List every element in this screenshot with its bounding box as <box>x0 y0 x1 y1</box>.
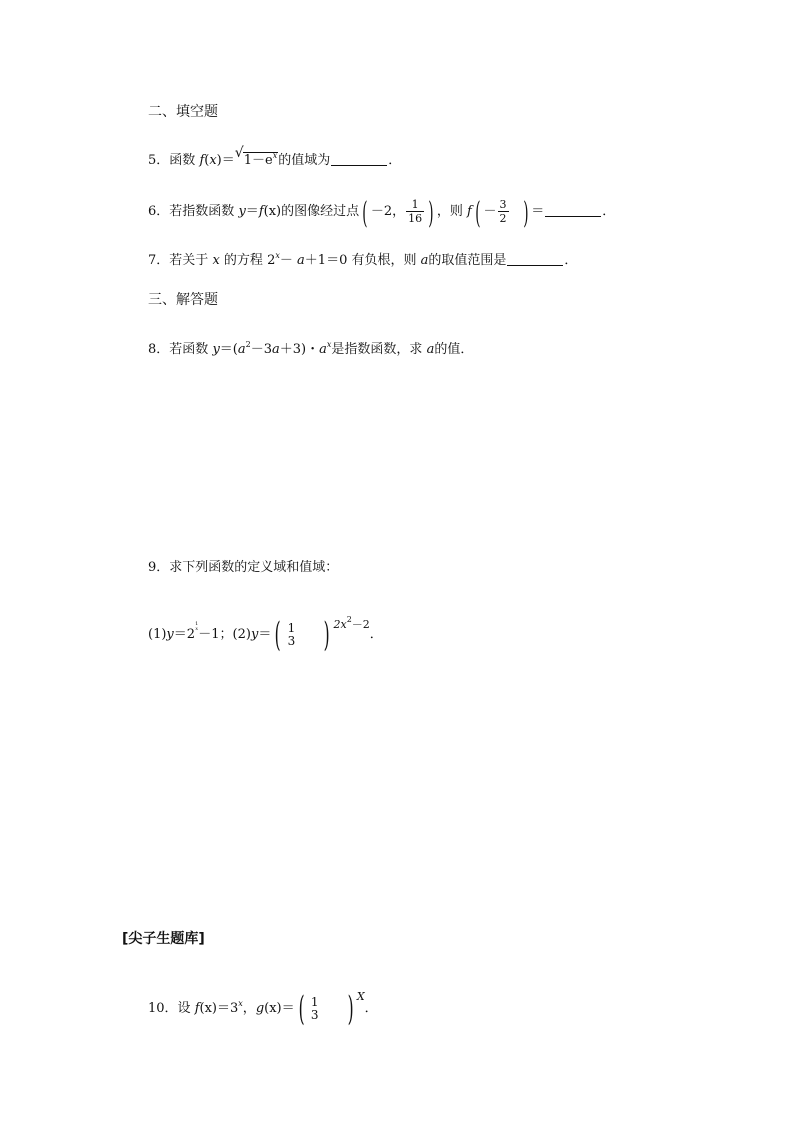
math-x: x <box>209 153 217 168</box>
math-term: －1； <box>198 627 233 642</box>
exponent-tail: －2 <box>351 618 370 631</box>
question-9 <box>148 560 338 576</box>
fraction-denominator: x <box>195 626 199 632</box>
math-term: ＋3)・ <box>279 342 320 357</box>
question-text: 设 <box>177 1001 191 1016</box>
math-minus: － <box>483 204 497 219</box>
math-x: x <box>212 253 220 268</box>
exponent: x <box>275 251 280 260</box>
question-text: 若指数函数 <box>169 204 235 219</box>
exponent-term: 2x <box>333 618 347 631</box>
section-heading-fill-in: 二、填空题 <box>148 104 218 120</box>
answer-blank[interactable] <box>331 153 387 166</box>
right-paren: ) <box>522 196 529 231</box>
math-args: (x) <box>199 1001 217 1016</box>
math-a: a <box>426 342 435 357</box>
right-paren: ) <box>323 615 330 655</box>
left-paren: ( <box>475 196 481 231</box>
math-eq: ＝ <box>281 1001 295 1016</box>
part-label: (1) <box>148 627 167 642</box>
math-eq: ＝ <box>221 153 235 168</box>
math-y: y <box>238 204 246 219</box>
fraction-denominator: 16 <box>408 212 423 225</box>
math-f: f <box>194 1001 200 1016</box>
part-label: (2) <box>232 627 251 642</box>
exponent: X <box>356 990 365 1003</box>
radical-sign: √ <box>234 145 244 161</box>
question-number: 9． <box>148 560 170 575</box>
math-y: y <box>250 627 259 642</box>
question-text: 的值域为 <box>278 153 331 168</box>
fraction-numerator: 1 <box>195 621 199 627</box>
math-a: a <box>237 342 246 357</box>
period: ． <box>364 1001 378 1016</box>
radicand: 1－e <box>243 153 273 168</box>
question-number: 8． <box>148 342 170 357</box>
math-a: a <box>297 253 305 268</box>
fraction-numerator: 1 <box>287 620 296 635</box>
left-paren: ( <box>362 196 368 231</box>
math-g: g <box>255 1001 265 1016</box>
question-text: ，则 <box>436 204 463 219</box>
question-text: 函数 <box>169 153 196 168</box>
fraction-denominator: 2 <box>499 212 507 225</box>
math-args: (x) <box>263 204 282 219</box>
right-paren: ) <box>428 196 434 231</box>
answer-blank[interactable] <box>507 253 563 266</box>
exponent: x <box>238 999 243 1008</box>
math-y: y <box>212 342 220 357</box>
math-eq: ＝ <box>258 627 272 642</box>
left-paren: ( <box>298 989 305 1029</box>
comma: ， <box>242 1001 256 1016</box>
period: ． <box>602 204 616 219</box>
fraction <box>286 622 298 648</box>
sqrt-expression <box>234 145 278 169</box>
point-x: －2， <box>370 204 406 219</box>
math-f: f <box>258 204 264 219</box>
question-text: ＋1＝0 有负根，则 <box>304 253 417 268</box>
question-number: 7． <box>148 253 170 268</box>
math-a: a <box>319 342 327 357</box>
exponent: x <box>272 151 278 160</box>
exponent: x <box>326 340 332 349</box>
question-text: 的方程 <box>223 253 263 268</box>
section-heading-top-student: [尖子生题库] <box>122 931 205 947</box>
math-term: －3 <box>250 342 273 357</box>
fraction-numerator: 3 <box>499 198 507 211</box>
math-eq: ＝3 <box>217 1001 239 1016</box>
math-f: f <box>199 153 205 168</box>
period: ． <box>388 153 402 168</box>
math-paren: ( <box>204 153 210 168</box>
question-10 <box>148 985 378 1029</box>
question-text: 的值． <box>434 342 474 357</box>
math-a: a <box>420 253 429 268</box>
question-text: 若关于 <box>169 253 209 268</box>
math-args: (x) <box>264 1001 282 1016</box>
period: ． <box>369 627 383 642</box>
question-9-parts <box>148 608 383 655</box>
math-eq: ＝( <box>219 342 238 357</box>
answer-blank[interactable] <box>545 204 601 217</box>
question-text: 若函数 <box>169 342 209 357</box>
math-base: 2 <box>267 253 276 268</box>
question-5 <box>148 145 402 169</box>
fraction <box>406 198 424 225</box>
right-paren: ) <box>347 989 354 1029</box>
question-7 <box>148 248 577 269</box>
fraction-numerator: 1 <box>406 198 424 212</box>
math-y: y <box>166 627 174 642</box>
fraction-denominator: 3 <box>287 633 296 648</box>
question-number: 6． <box>148 204 170 219</box>
question-number: 5． <box>148 153 170 168</box>
question-text: 的图像经过点 <box>281 204 360 219</box>
question-6 <box>148 196 616 231</box>
math-eq: ＝ <box>531 204 545 219</box>
math-eq: ＝2 <box>173 627 196 642</box>
fraction <box>498 198 509 225</box>
question-number: 10． <box>148 1001 178 1016</box>
exponent <box>333 615 370 631</box>
left-paren: ( <box>274 615 281 655</box>
math-eq: ＝ <box>245 204 259 219</box>
question-8 <box>148 337 473 358</box>
math-minus: － <box>279 253 293 268</box>
question-text: 求下列函数的定义域和值域： <box>169 560 339 575</box>
math-a: a <box>272 342 280 357</box>
math-f: f <box>467 204 472 219</box>
section-heading-answer: 三、解答题 <box>148 292 218 308</box>
math-paren: ) <box>216 153 222 168</box>
fraction-denominator: 3 <box>310 1007 319 1022</box>
exponent: 2 <box>245 340 251 349</box>
fraction-numerator: 1 <box>310 994 319 1009</box>
exponent-square: 2 <box>346 615 352 624</box>
period: ． <box>564 253 578 268</box>
question-text: 是指数函数，求 <box>331 342 423 357</box>
fraction <box>309 996 321 1022</box>
question-text: 的取值范围是 <box>428 253 507 268</box>
